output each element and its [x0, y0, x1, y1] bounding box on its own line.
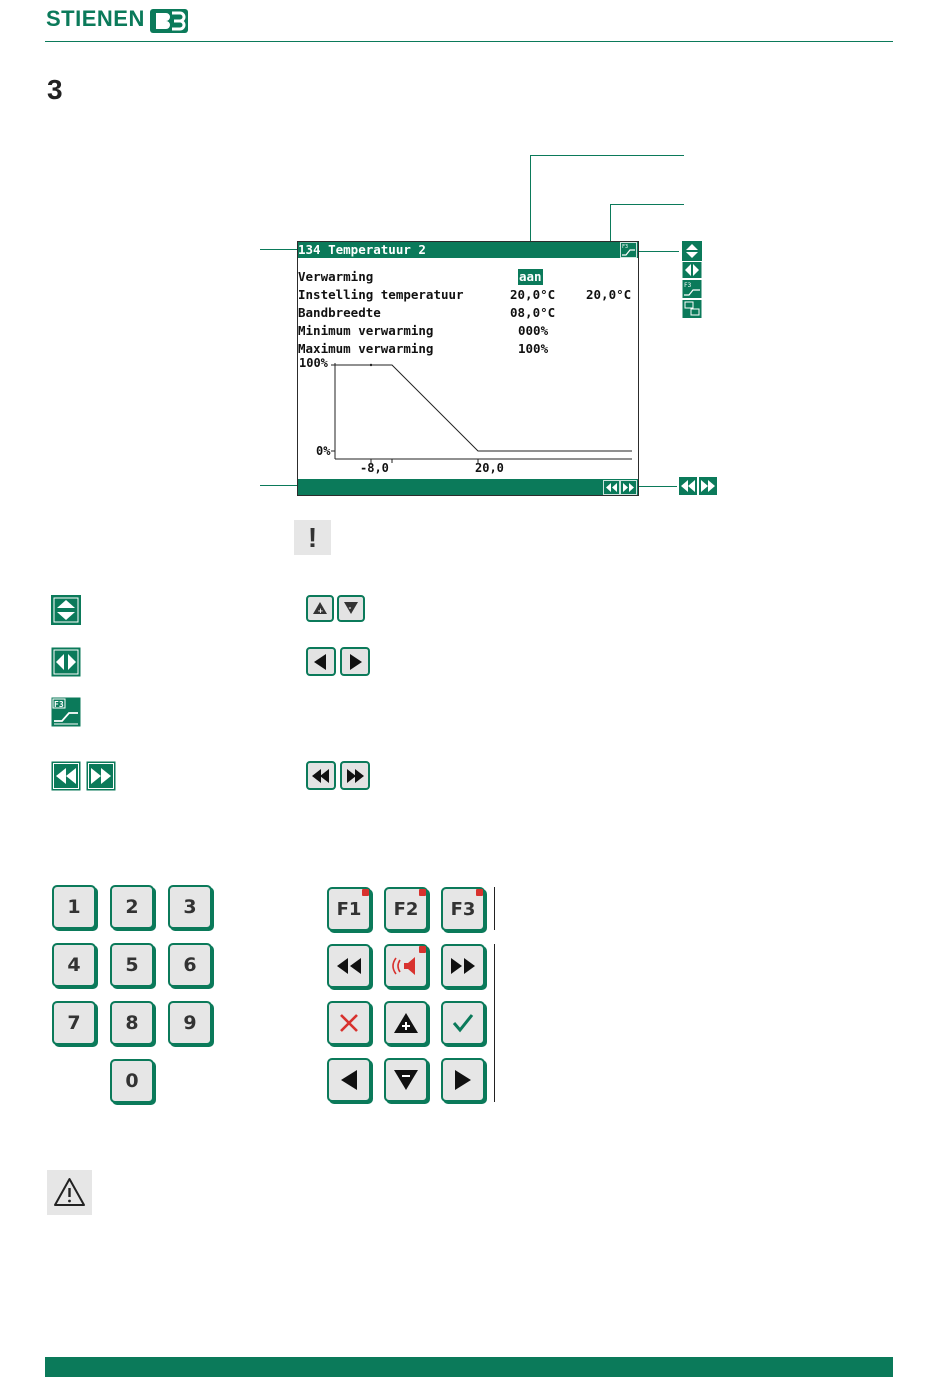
- page-nav-icon: [51, 761, 117, 791]
- brand-logo-icon: [150, 7, 190, 35]
- screen-footer-bar: [298, 479, 638, 495]
- callout-line: [639, 486, 677, 487]
- page-copy-icon: [683, 300, 702, 318]
- page-back-key[interactable]: [327, 944, 371, 988]
- chapter-number: 3: [47, 74, 63, 105]
- f1-label: F1: [336, 898, 362, 920]
- row-label: Instelling temperatuur: [298, 287, 464, 302]
- key-5[interactable]: 5: [110, 943, 154, 987]
- callout-line: [260, 249, 298, 250]
- page-nav-icon[interactable]: [603, 480, 637, 495]
- brand-name: STIENEN: [46, 6, 145, 31]
- up-down-icon: [683, 242, 702, 261]
- footer-bar: [45, 1357, 893, 1377]
- y-tick-label: 0%: [316, 444, 331, 458]
- heating-curve-chart: [298, 355, 638, 479]
- led-indicator: [419, 946, 426, 953]
- row-label: Maximum verwarming: [298, 341, 434, 356]
- notice-icon: !: [294, 520, 331, 555]
- screen-title: 134 Temperatuur 2: [298, 242, 426, 257]
- up-plus-icon: [392, 1011, 420, 1035]
- callout-line: [639, 251, 679, 252]
- confirm-key[interactable]: [441, 1001, 485, 1045]
- page-nav-icon: [678, 476, 718, 496]
- arrow-left-icon: [338, 1068, 360, 1092]
- callout-line: [530, 155, 684, 156]
- svg-text:F3: F3: [684, 282, 692, 289]
- row-value[interactable]: 000%: [518, 323, 549, 338]
- fast-forward-icon: [449, 956, 477, 976]
- key-7[interactable]: 7: [52, 1001, 96, 1045]
- key-3[interactable]: 3: [168, 885, 212, 929]
- up-down-keys-icon: [306, 595, 366, 623]
- key-2[interactable]: 2: [110, 885, 154, 929]
- left-right-icon: [683, 262, 702, 278]
- f3-curve-icon: [51, 697, 81, 727]
- key-9[interactable]: 9: [168, 1001, 212, 1045]
- group-divider: [494, 944, 495, 1102]
- warning-box: [47, 1170, 92, 1215]
- svg-text:-: -: [348, 604, 352, 612]
- rewind-icon: [335, 956, 363, 976]
- arrow-right-icon: [452, 1068, 474, 1092]
- callout-line: [260, 485, 298, 486]
- warning-triangle-icon: [47, 1170, 92, 1215]
- svg-text:F3: F3: [622, 244, 629, 250]
- row-value[interactable]: 08,0°C: [510, 305, 556, 320]
- page-nav-keys-icon: [306, 761, 372, 791]
- led-indicator: [419, 889, 426, 896]
- right-key[interactable]: [441, 1058, 485, 1102]
- heating-curve-line: [335, 365, 632, 451]
- left-key[interactable]: [327, 1058, 371, 1102]
- screen-icon-column: [682, 241, 702, 319]
- alarm-key[interactable]: [384, 944, 428, 988]
- svg-text:F3: F3: [54, 700, 64, 709]
- row-value-selected[interactable]: aan: [519, 269, 542, 284]
- y-tick-label: 100%: [299, 356, 328, 370]
- cancel-key[interactable]: [327, 1001, 371, 1045]
- f2-label: F2: [393, 898, 419, 920]
- f3-curve-icon: [620, 242, 637, 258]
- left-right-icon: [51, 647, 81, 677]
- led-indicator: [476, 889, 483, 896]
- alarm-speaker-icon: [390, 955, 422, 977]
- svg-text:+: +: [317, 607, 324, 615]
- cancel-icon: [338, 1012, 360, 1034]
- up-down-icon: [51, 595, 81, 625]
- callout-line: [610, 204, 684, 205]
- f2-key[interactable]: [384, 887, 428, 931]
- down-minus-key[interactable]: [384, 1058, 428, 1102]
- row-value[interactable]: 100%: [518, 341, 549, 356]
- page-forward-key[interactable]: [441, 944, 485, 988]
- row-label: Bandbreedte: [298, 305, 381, 320]
- key-0[interactable]: 0: [110, 1059, 154, 1103]
- key-4[interactable]: 4: [52, 943, 96, 987]
- check-icon: [451, 1012, 475, 1034]
- left-right-keys-icon: [306, 647, 372, 677]
- f3-label: F3: [450, 898, 476, 920]
- header-rule: [45, 41, 893, 42]
- x-tick-label: -8,0: [360, 461, 389, 475]
- f3-key[interactable]: [441, 887, 485, 931]
- up-plus-key[interactable]: [384, 1001, 428, 1045]
- row-value-actual: 20,0°C: [586, 287, 632, 302]
- led-indicator: [362, 889, 369, 896]
- key-6[interactable]: 6: [168, 943, 212, 987]
- row-value[interactable]: 20,0°C: [510, 287, 556, 302]
- group-divider: [494, 887, 495, 930]
- row-label: Minimum verwarming: [298, 323, 434, 338]
- row-label: Verwarming: [298, 269, 374, 284]
- f3-curve-icon: [683, 280, 702, 298]
- x-tick-label: 20,0: [475, 461, 504, 475]
- down-minus-icon: [392, 1068, 420, 1092]
- key-8[interactable]: 8: [110, 1001, 154, 1045]
- key-1[interactable]: 1: [52, 885, 96, 929]
- f1-key[interactable]: [327, 887, 371, 931]
